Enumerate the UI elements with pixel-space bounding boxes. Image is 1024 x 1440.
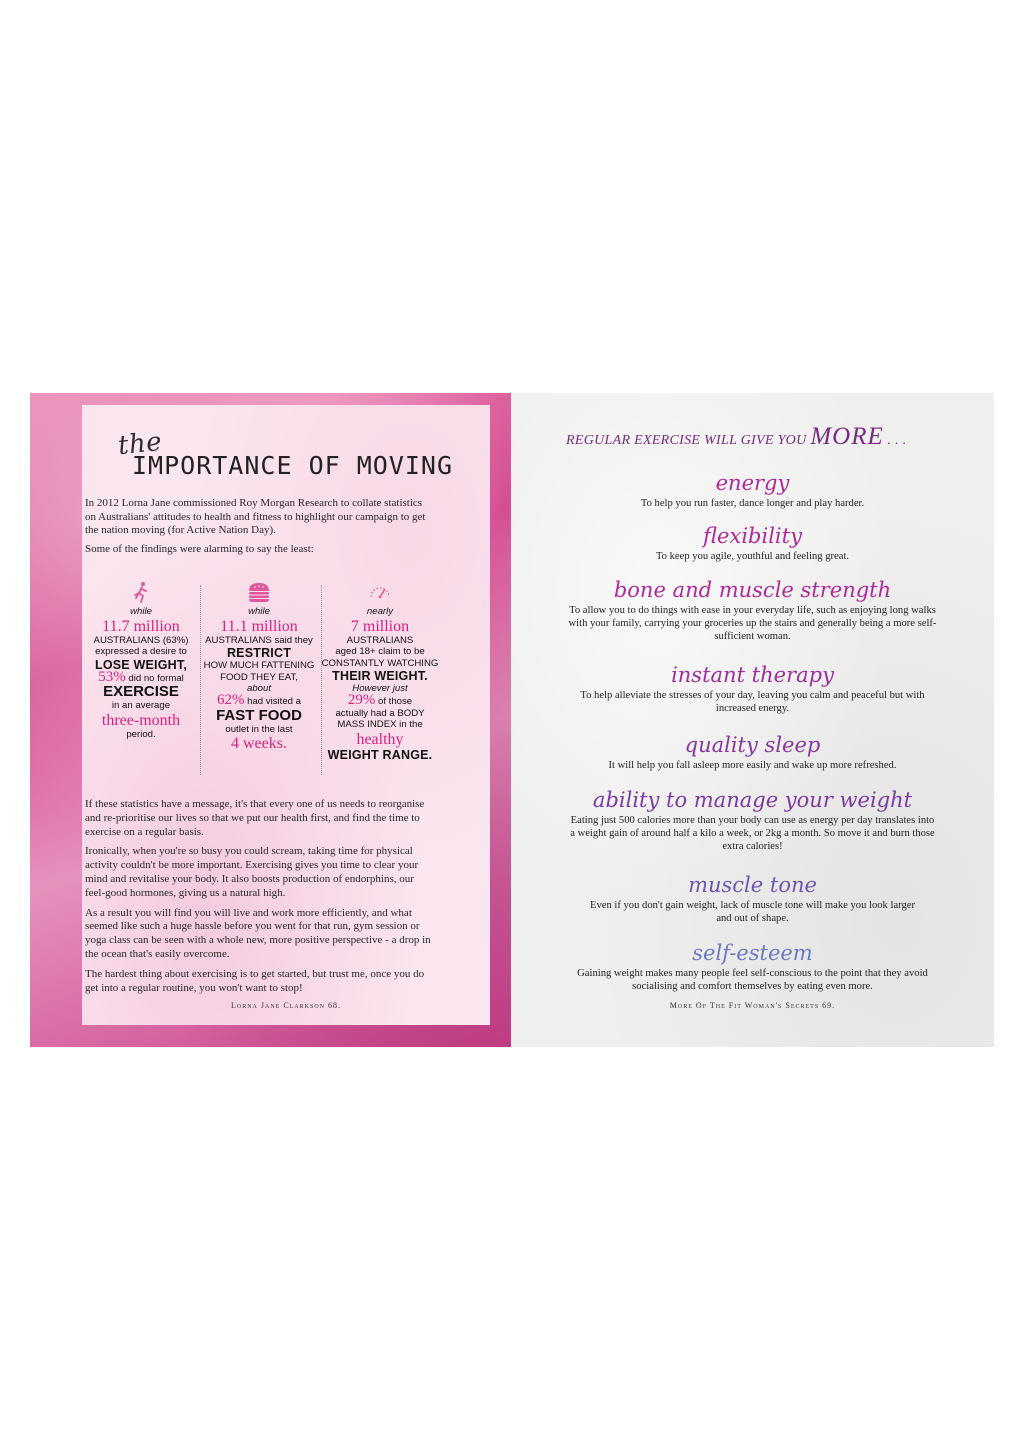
benefit-description: To allow you to do things with ease in your everyday life, such as enjoying long walks with your family, carrying your groceries up the stairs and generally being a more self-sufficient woman. — [568, 605, 937, 642]
page-title — [116, 426, 490, 490]
benefit-title: self-esteem — [692, 941, 813, 965]
title-script-word: the — [116, 426, 164, 462]
benefit-title: bone and muscle strength — [613, 578, 892, 602]
stat-number: 7 million — [350, 617, 410, 635]
stat-highlight: 4 weeks. — [231, 735, 287, 753]
body-paragraph: The hardest thing about exercising is to get started, but trust me, once you do get into a regular routine, you won't want to stop! — [85, 967, 425, 994]
stat-text: nearly — [366, 606, 394, 617]
benefit-description: Even if you don't gain weight, lack of muscle tone will make you look larger and out of shape. — [589, 900, 916, 924]
left-page — [30, 393, 511, 1047]
stat-emphasis: FAST FOOD — [216, 706, 302, 724]
body-paragraph: Ironically, when you're so busy you could scream, taking time for physical activity couldn't be more important. Exercising gives you time to clear your mind and revitalise your body. It also boosts production of endorphins, our feel-good hormones, giving us a natural high. — [85, 845, 419, 899]
benefit-title: energy — [715, 471, 790, 495]
benefit-instant-therapy — [511, 663, 994, 715]
benefit-flexibility — [511, 524, 994, 563]
stat-emphasis: WEIGHT RANGE. — [327, 747, 433, 762]
stat-text: However just — [352, 683, 408, 695]
stat-column-food — [200, 581, 318, 752]
right-page — [511, 393, 994, 1047]
benefit-muscle-tone — [511, 873, 994, 925]
stat-text: AUSTRALIANS (63%) — [93, 634, 189, 646]
benefit-description: Eating just 500 calories more than your body can use as energy per day translates into a weight gain of around half a kilo a week, or 2kg a month. So move it and burn those extra calories! — [570, 815, 935, 852]
stat-highlight: three-month — [101, 711, 181, 729]
stat-column-bmi — [321, 581, 439, 762]
benefit-weight-management — [511, 788, 994, 853]
stat-text: period. — [126, 728, 156, 740]
stat-text: about — [246, 683, 271, 695]
stat-emphasis: LOSE WEIGHT, — [95, 657, 187, 672]
benefit-description: To help you run faster, dance longer and play harder. — [640, 498, 865, 509]
stat-text: AUSTRALIANS said they — [205, 634, 313, 646]
benefit-title: muscle tone — [688, 873, 817, 897]
scale-icon — [368, 581, 392, 603]
stat-text: in an average — [111, 700, 171, 712]
benefit-quality-sleep — [511, 733, 994, 772]
stat-text: actually had a BODY — [335, 707, 425, 719]
benefit-description: It will help you fall asleep more easily and wake up more refreshed. — [608, 760, 897, 771]
stat-text: FOOD THEY EAT, — [220, 671, 298, 683]
intro-paragraph: In 2012 Lorna Jane commissioned Roy Morgan Research to collate statistics on Australians' attitudes to health and fitness to highlight our campaign to get the nation moving (for Active Nation Day). — [85, 497, 426, 537]
stat-text: HOW MUCH FATTENING — [203, 660, 315, 672]
stat-text: outlet in the last — [225, 723, 293, 735]
title-main: IMPORTANCE OF MOVING — [132, 451, 454, 480]
stat-column-weight — [82, 581, 200, 741]
stat-text: of those — [375, 695, 413, 707]
right-page-footer: More Of The Fit Woman's Secrets 69. — [669, 1001, 836, 1010]
left-page-footer: Lorna Jane Clarkson 68. — [230, 1001, 341, 1010]
stat-emphasis: EXERCISE — [103, 683, 179, 701]
stat-emphasis: THEIR WEIGHT. — [332, 669, 428, 684]
benefit-description: To keep you agile, youthful and feeling great. — [655, 551, 850, 562]
stat-percent: 53% — [98, 668, 126, 685]
right-heading — [566, 423, 966, 451]
stat-percent: 29% — [347, 691, 376, 708]
stat-number: 11.1 million — [220, 617, 298, 635]
benefit-bone-muscle — [511, 578, 994, 643]
stat-text: while — [130, 606, 152, 617]
benefit-description: To help alleviate the stresses of your day, leaving you calm and peaceful but with increased energy. — [580, 690, 925, 714]
stat-emphasis: RESTRICT — [226, 646, 292, 661]
intro-text — [85, 497, 430, 561]
stat-highlight: healthy — [356, 730, 404, 748]
benefit-description: Gaining weight makes many people feel self-conscious to the point that they avoid socialising and comfort themselves by eating even more. — [577, 968, 928, 992]
benefit-title: instant therapy — [671, 663, 834, 687]
stat-text: did no formal — [125, 672, 184, 684]
benefit-self-esteem — [511, 941, 994, 993]
stat-number: 11.7 million — [102, 617, 180, 635]
heading-more: MORE — [810, 423, 884, 450]
body-paragraph: If these statistics have a message, it's that every one of us needs to reorganise and re-prioritise our lives so that we put our health first, and find the time to exercise on a regular basis. — [85, 798, 425, 838]
stat-text: while — [248, 606, 270, 617]
burger-icon — [247, 581, 271, 603]
benefit-energy — [511, 471, 994, 510]
stat-text: expressed a desire to — [95, 646, 187, 658]
heading-ellipsis: . . . — [883, 433, 907, 448]
stat-text: aged 18+ claim to be — [335, 646, 425, 658]
benefit-title: quality sleep — [684, 733, 821, 757]
body-text — [85, 798, 435, 1001]
runner-icon — [131, 581, 151, 603]
stat-text: AUSTRALIANS — [346, 634, 414, 646]
body-paragraph: As a result you will find you will live and work more efficiently, and what seemed like such a huge hassle before you went for that run, gym session or yoga class can be seen with a whole new, more positive perspective - a drop in the ocean that's easily overcome. — [85, 906, 431, 960]
stat-text: CONSTANTLY WATCHING — [321, 657, 439, 669]
stat-text: MASS INDEX in the — [337, 719, 423, 731]
stat-text: had visited a — [244, 695, 302, 707]
intro-paragraph: Some of the findings were alarming to say the least: — [85, 542, 314, 555]
statistics-panel — [78, 581, 448, 791]
heading-text: REGULAR EXERCISE WILL GIVE YOU — [566, 433, 811, 448]
benefit-title: ability to manage your weight — [592, 788, 913, 812]
benefit-title: flexibility — [703, 524, 802, 548]
stat-percent: 62% — [216, 691, 245, 708]
